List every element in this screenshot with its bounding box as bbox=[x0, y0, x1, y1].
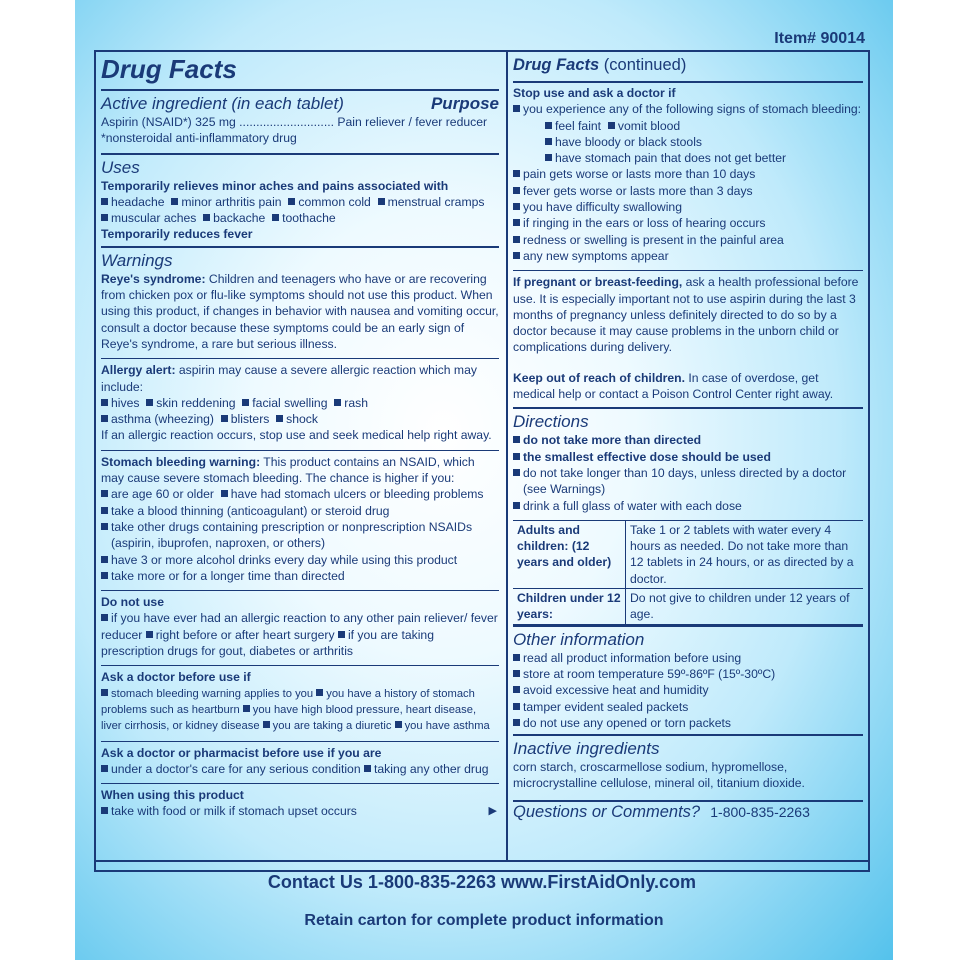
bullet-icon bbox=[513, 219, 520, 226]
bullet-icon bbox=[101, 507, 108, 514]
bullet-icon bbox=[242, 399, 249, 406]
other-item bbox=[513, 699, 863, 715]
bullet-icon bbox=[101, 415, 108, 422]
keep-out-text: In case of overdose, get medical help or contact a Poison Control Center right away. bbox=[513, 370, 834, 402]
when-using-item: take with food or milk if stomach upset occurs bbox=[111, 804, 357, 819]
stop-item-text: if ringing in the ears or loss of hearing occurs bbox=[523, 216, 766, 231]
keep-out-label: Keep out of reach of children. bbox=[513, 370, 685, 385]
stop-item bbox=[513, 248, 863, 264]
divider bbox=[101, 89, 499, 91]
uses-list-1 bbox=[101, 194, 499, 210]
bullet-icon bbox=[334, 399, 341, 406]
other-item bbox=[513, 715, 863, 731]
ingredient-note: *nonsteroidal anti-inflammatory drug bbox=[101, 131, 297, 146]
bullet-icon bbox=[101, 689, 108, 696]
continue-arrow-icon: ▶ bbox=[488, 805, 497, 818]
pregnancy-label: If pregnant or breast-feeding, bbox=[513, 275, 683, 290]
bullet-icon bbox=[221, 490, 228, 497]
ingredient-line: Aspirin (NSAID*) 325 mg ............................ Pain reliever / fever reducer bbox=[101, 115, 488, 129]
divider bbox=[513, 625, 863, 627]
stop-item bbox=[513, 215, 863, 231]
when-using-list bbox=[101, 803, 499, 819]
bullet-icon bbox=[513, 105, 520, 112]
stop-item bbox=[513, 166, 863, 182]
uses-list-2 bbox=[101, 210, 499, 226]
bullet-icon bbox=[545, 122, 552, 129]
ask-doctor-list bbox=[101, 686, 499, 735]
other-item-text: avoid excessive heat and humidity bbox=[523, 683, 709, 698]
bullet-icon bbox=[101, 399, 108, 406]
bullet-icon bbox=[378, 198, 385, 205]
divider bbox=[101, 741, 499, 742]
bullet-icon bbox=[513, 203, 520, 210]
bullet-icon bbox=[513, 453, 520, 460]
dosage-instructions: Do not give to children under 12 years of age. bbox=[626, 589, 864, 625]
do-not-use-item: if you are taking prescription drugs for gout, diabetes or arthritis bbox=[101, 627, 434, 659]
bullet-icon bbox=[101, 214, 108, 221]
bullet-icon bbox=[513, 252, 520, 259]
divider bbox=[101, 783, 499, 784]
bullet-icon bbox=[101, 572, 108, 579]
bullet-icon bbox=[513, 236, 520, 243]
stop-use-heading: Stop use and ask a doctor if bbox=[513, 86, 676, 100]
bullet-icon bbox=[146, 631, 153, 638]
continued-label: (continued) bbox=[599, 56, 687, 74]
left-column bbox=[101, 52, 499, 820]
stop-sub-item bbox=[513, 150, 863, 166]
bullet-icon bbox=[545, 154, 552, 161]
retain-carton-note: Retain carton for complete product information bbox=[304, 912, 664, 929]
divider bbox=[513, 734, 863, 736]
other-item-text: store at room temperature 59º-86ºF (15º-30ºC) bbox=[523, 666, 776, 681]
divider bbox=[101, 590, 499, 591]
active-ingredient-header bbox=[101, 93, 499, 114]
allergy-item: asthma (wheezing) bbox=[111, 412, 214, 427]
questions-phone: 1-800-835-2263 bbox=[710, 803, 810, 820]
allergy-list-2 bbox=[101, 411, 499, 427]
stomach-item bbox=[101, 568, 499, 584]
dosage-who: Children under 12 years: bbox=[513, 589, 626, 625]
stop-sub-item: vomit blood bbox=[617, 118, 681, 133]
dosage-who: Adults and children: (12 years and older) bbox=[513, 520, 626, 588]
ask-pharmacist-item: under a doctor's care for any serious condition bbox=[111, 761, 361, 776]
stop-item-text: redness or swelling is present in the painful area bbox=[523, 232, 784, 247]
bullet-icon bbox=[101, 807, 108, 814]
bullet-icon bbox=[243, 705, 250, 712]
item-number: Item# 90014 bbox=[774, 30, 865, 47]
other-information-heading: Other information bbox=[513, 629, 645, 649]
use-item: common cold bbox=[298, 194, 371, 209]
bullet-icon bbox=[101, 490, 108, 497]
stomach-paragraph bbox=[101, 454, 499, 487]
uses-lead: Temporarily relieves minor aches and pains associated with bbox=[101, 178, 449, 193]
direction-item bbox=[513, 498, 863, 514]
bullet-icon bbox=[101, 614, 108, 621]
divider bbox=[513, 407, 863, 409]
bullet-icon bbox=[513, 502, 520, 509]
use-item: backache bbox=[213, 211, 266, 226]
uses-heading: Uses bbox=[101, 157, 140, 177]
direction-text: do not take longer than 10 days, unless directed by a doctor (see Warnings) bbox=[523, 465, 847, 497]
use-item: minor arthritis pain bbox=[181, 194, 282, 209]
other-item bbox=[513, 682, 863, 698]
ask-doctor-heading: Ask a doctor before use if bbox=[101, 670, 251, 685]
ask-doctor-item: you have asthma bbox=[404, 720, 490, 733]
bullet-icon bbox=[276, 415, 283, 422]
ask-doctor-item: you are taking a diuretic bbox=[272, 720, 392, 733]
allergy-item: hives bbox=[111, 395, 140, 410]
bullet-icon bbox=[263, 721, 270, 728]
bullet-icon bbox=[203, 214, 210, 221]
ask-pharmacist-list bbox=[101, 761, 499, 777]
other-item bbox=[513, 650, 863, 666]
bullet-icon bbox=[316, 689, 323, 696]
bullet-icon bbox=[146, 399, 153, 406]
use-item: muscular aches bbox=[111, 211, 197, 226]
column-divider bbox=[506, 50, 508, 860]
direction-text: drink a full glass of water with each dose bbox=[523, 498, 742, 513]
divider bbox=[101, 153, 499, 155]
reye-text: Children and teenagers who have or are recovering from chicken pox or flu-like symptoms should not use this product. When using this product, if changes in behavior with nausea and vomiting occur, consult a doctor because these symptoms could be an early sign of Reye's syndrome, a rare but serious illness. bbox=[101, 271, 499, 351]
stomach-item-text: have 3 or more alcohol drinks every day while using this product bbox=[111, 552, 458, 567]
active-ingredient-heading: Active ingredient (in each tablet) bbox=[101, 94, 344, 113]
stop-sub-text: have stomach pain that does not get better bbox=[555, 151, 787, 166]
reye-paragraph bbox=[101, 271, 499, 352]
stop-item-text: pain gets worse or lasts more than 10 days bbox=[523, 167, 756, 182]
other-item bbox=[513, 666, 863, 682]
direction-item bbox=[513, 449, 863, 465]
drug-facts-continued-label: Drug Facts bbox=[513, 56, 600, 74]
direction-item bbox=[513, 465, 863, 498]
allergy-item: shock bbox=[286, 412, 318, 427]
stop-sub-item bbox=[513, 134, 863, 150]
pregnancy-paragraph bbox=[513, 274, 863, 355]
stop-item bbox=[513, 232, 863, 248]
contact-rule bbox=[94, 860, 870, 862]
stomach-text: This product contains an NSAID, which may cause severe stomach bleeding. The chance is higher if you: bbox=[101, 454, 475, 486]
stop-sub-item: feel faint bbox=[555, 118, 602, 133]
stomach-item-text: take a blood thinning (anticoagulant) or steroid drug bbox=[111, 503, 390, 518]
directions-heading: Directions bbox=[513, 412, 589, 432]
stomach-item bbox=[101, 519, 499, 552]
bullet-icon bbox=[608, 122, 615, 129]
allergy-label: Allergy alert: bbox=[101, 363, 176, 378]
right-column bbox=[513, 52, 863, 821]
uses-fever: Temporarily reduces fever bbox=[101, 227, 253, 242]
stomach-list-1 bbox=[101, 486, 499, 502]
purpose-heading: Purpose bbox=[430, 94, 499, 113]
allergy-text: aspirin may cause a severe allergic reaction which may include: bbox=[101, 363, 477, 394]
bullet-icon bbox=[101, 765, 108, 772]
stop-item bbox=[513, 199, 863, 215]
use-item: toothache bbox=[282, 211, 336, 226]
stomach-item: have had stomach ulcers or bleeding problems bbox=[230, 487, 484, 502]
direction-text: do not take more than directed bbox=[523, 433, 702, 448]
bullet-icon bbox=[513, 686, 520, 693]
stomach-item-text: take other drugs containing prescription or nonprescription NSAIDs (aspirin, ibuprofen, naproxen, or others) bbox=[111, 519, 473, 551]
bullet-icon bbox=[171, 198, 178, 205]
dosage-instructions: Take 1 or 2 tablets with water every 4 hours as needed. Do not take more than 12 tablets in 24 hours, or as directed by a doctor. bbox=[626, 520, 864, 588]
bullet-icon bbox=[513, 703, 520, 710]
divider bbox=[101, 450, 499, 451]
ask-pharmacist-item: taking any other drug bbox=[374, 761, 489, 776]
bullet-icon bbox=[513, 436, 520, 443]
allergy-item: facial swelling bbox=[252, 395, 328, 410]
allergy-paragraph bbox=[101, 362, 499, 395]
bullet-icon bbox=[338, 631, 345, 638]
use-item: headache bbox=[111, 194, 165, 209]
other-item-text: read all product information before using bbox=[523, 650, 742, 665]
inactive-ingredients-heading: Inactive ingredients bbox=[513, 739, 660, 759]
stop-item-text: fever gets worse or lasts more than 3 days bbox=[523, 183, 753, 198]
stop-sub-text: have bloody or black stools bbox=[555, 134, 703, 149]
keep-out-paragraph bbox=[513, 370, 863, 403]
bullet-icon bbox=[513, 654, 520, 661]
ask-doctor-item: you have a history of stomach problems such as heartburn bbox=[101, 687, 475, 716]
allergy-item: blisters bbox=[230, 412, 270, 427]
ask-pharmacist-heading: Ask a doctor or pharmacist before use if you are bbox=[101, 745, 382, 760]
divider bbox=[101, 665, 499, 666]
stomach-item bbox=[101, 503, 499, 519]
bullet-icon bbox=[545, 138, 552, 145]
stomach-label: Stomach bleeding warning: bbox=[101, 454, 261, 469]
stop-item-text: any new symptoms appear bbox=[523, 248, 669, 263]
use-item: menstrual cramps bbox=[387, 194, 485, 209]
bullet-icon bbox=[221, 415, 228, 422]
allergy-item: rash bbox=[344, 395, 368, 410]
divider bbox=[101, 246, 499, 248]
do-not-use-item: if you have ever had an allergic reaction to any other pain reliever/ fever reducer bbox=[101, 611, 498, 642]
bullet-icon bbox=[101, 556, 108, 563]
table-row bbox=[513, 520, 863, 588]
drug-facts-title: Drug Facts bbox=[101, 54, 237, 84]
bullet-icon bbox=[395, 721, 402, 728]
divider bbox=[513, 270, 863, 271]
bullet-icon bbox=[101, 523, 108, 530]
divider bbox=[513, 800, 863, 802]
ask-doctor-item: stomach bleeding warning applies to you bbox=[111, 687, 314, 700]
bullet-icon bbox=[272, 214, 279, 221]
reye-label: Reye's syndrome: bbox=[101, 271, 206, 286]
bullet-icon bbox=[513, 170, 520, 177]
inactive-ingredients-text: corn starch, croscarmellose sodium, hypromellose, microcrystalline cellulose, mineral oil, titanium dioxide. bbox=[513, 760, 805, 791]
direction-item bbox=[513, 432, 863, 448]
other-item-text: do not use any opened or torn packets bbox=[523, 715, 732, 730]
divider bbox=[513, 81, 863, 83]
questions-label: Questions or Comments? bbox=[513, 802, 701, 821]
do-not-use-heading: Do not use bbox=[101, 595, 164, 610]
stop-use-lead-text: you experience any of the following signs of stomach bleeding: bbox=[523, 102, 862, 117]
bullet-icon bbox=[288, 198, 295, 205]
table-row bbox=[513, 589, 863, 625]
drug-facts-continued-title bbox=[513, 52, 863, 78]
allergy-item: skin reddening bbox=[156, 395, 236, 410]
stop-use-lead bbox=[513, 101, 863, 117]
ask-doctor-item: you have high blood pressure, heart disease, liver cirrhosis, or kidney disease bbox=[101, 703, 477, 733]
direction-text: the smallest effective dose should be used bbox=[523, 449, 771, 464]
pregnancy-text: ask a health professional before use. It is especially important not to use aspirin during the last 3 months of pregnancy unless definitely directed to do so by a doctor because it may cause problems in the unborn child or complications during delivery. bbox=[513, 275, 859, 355]
stop-sub-list bbox=[513, 118, 863, 134]
stomach-item: are age 60 or older bbox=[111, 487, 214, 502]
when-using-heading: When using this product bbox=[101, 788, 244, 803]
warnings-heading: Warnings bbox=[101, 250, 173, 270]
allergy-after: If an allergic reaction occurs, stop use and seek medical help right away. bbox=[101, 428, 492, 443]
contact-us-line: Contact Us 1-800-835-2263 www.FirstAidOnly.com bbox=[267, 872, 697, 892]
other-item-text: tamper evident sealed packets bbox=[523, 699, 689, 714]
allergy-list-1 bbox=[101, 395, 499, 411]
do-not-use-item: right before or after heart surgery bbox=[155, 627, 335, 642]
dosage-table bbox=[513, 520, 863, 625]
stomach-item bbox=[101, 552, 499, 568]
stop-item bbox=[513, 183, 863, 199]
bullet-icon bbox=[513, 469, 520, 476]
questions-line bbox=[513, 804, 863, 821]
bullet-icon bbox=[513, 670, 520, 677]
do-not-use-list bbox=[101, 610, 499, 659]
bullet-icon bbox=[513, 187, 520, 194]
stomach-item-text: take more or for a longer time than directed bbox=[111, 568, 345, 583]
bullet-icon bbox=[101, 198, 108, 205]
bullet-icon bbox=[364, 765, 371, 772]
divider bbox=[101, 358, 499, 359]
bullet-icon bbox=[513, 719, 520, 726]
stop-item-text: you have difficulty swallowing bbox=[523, 200, 682, 215]
